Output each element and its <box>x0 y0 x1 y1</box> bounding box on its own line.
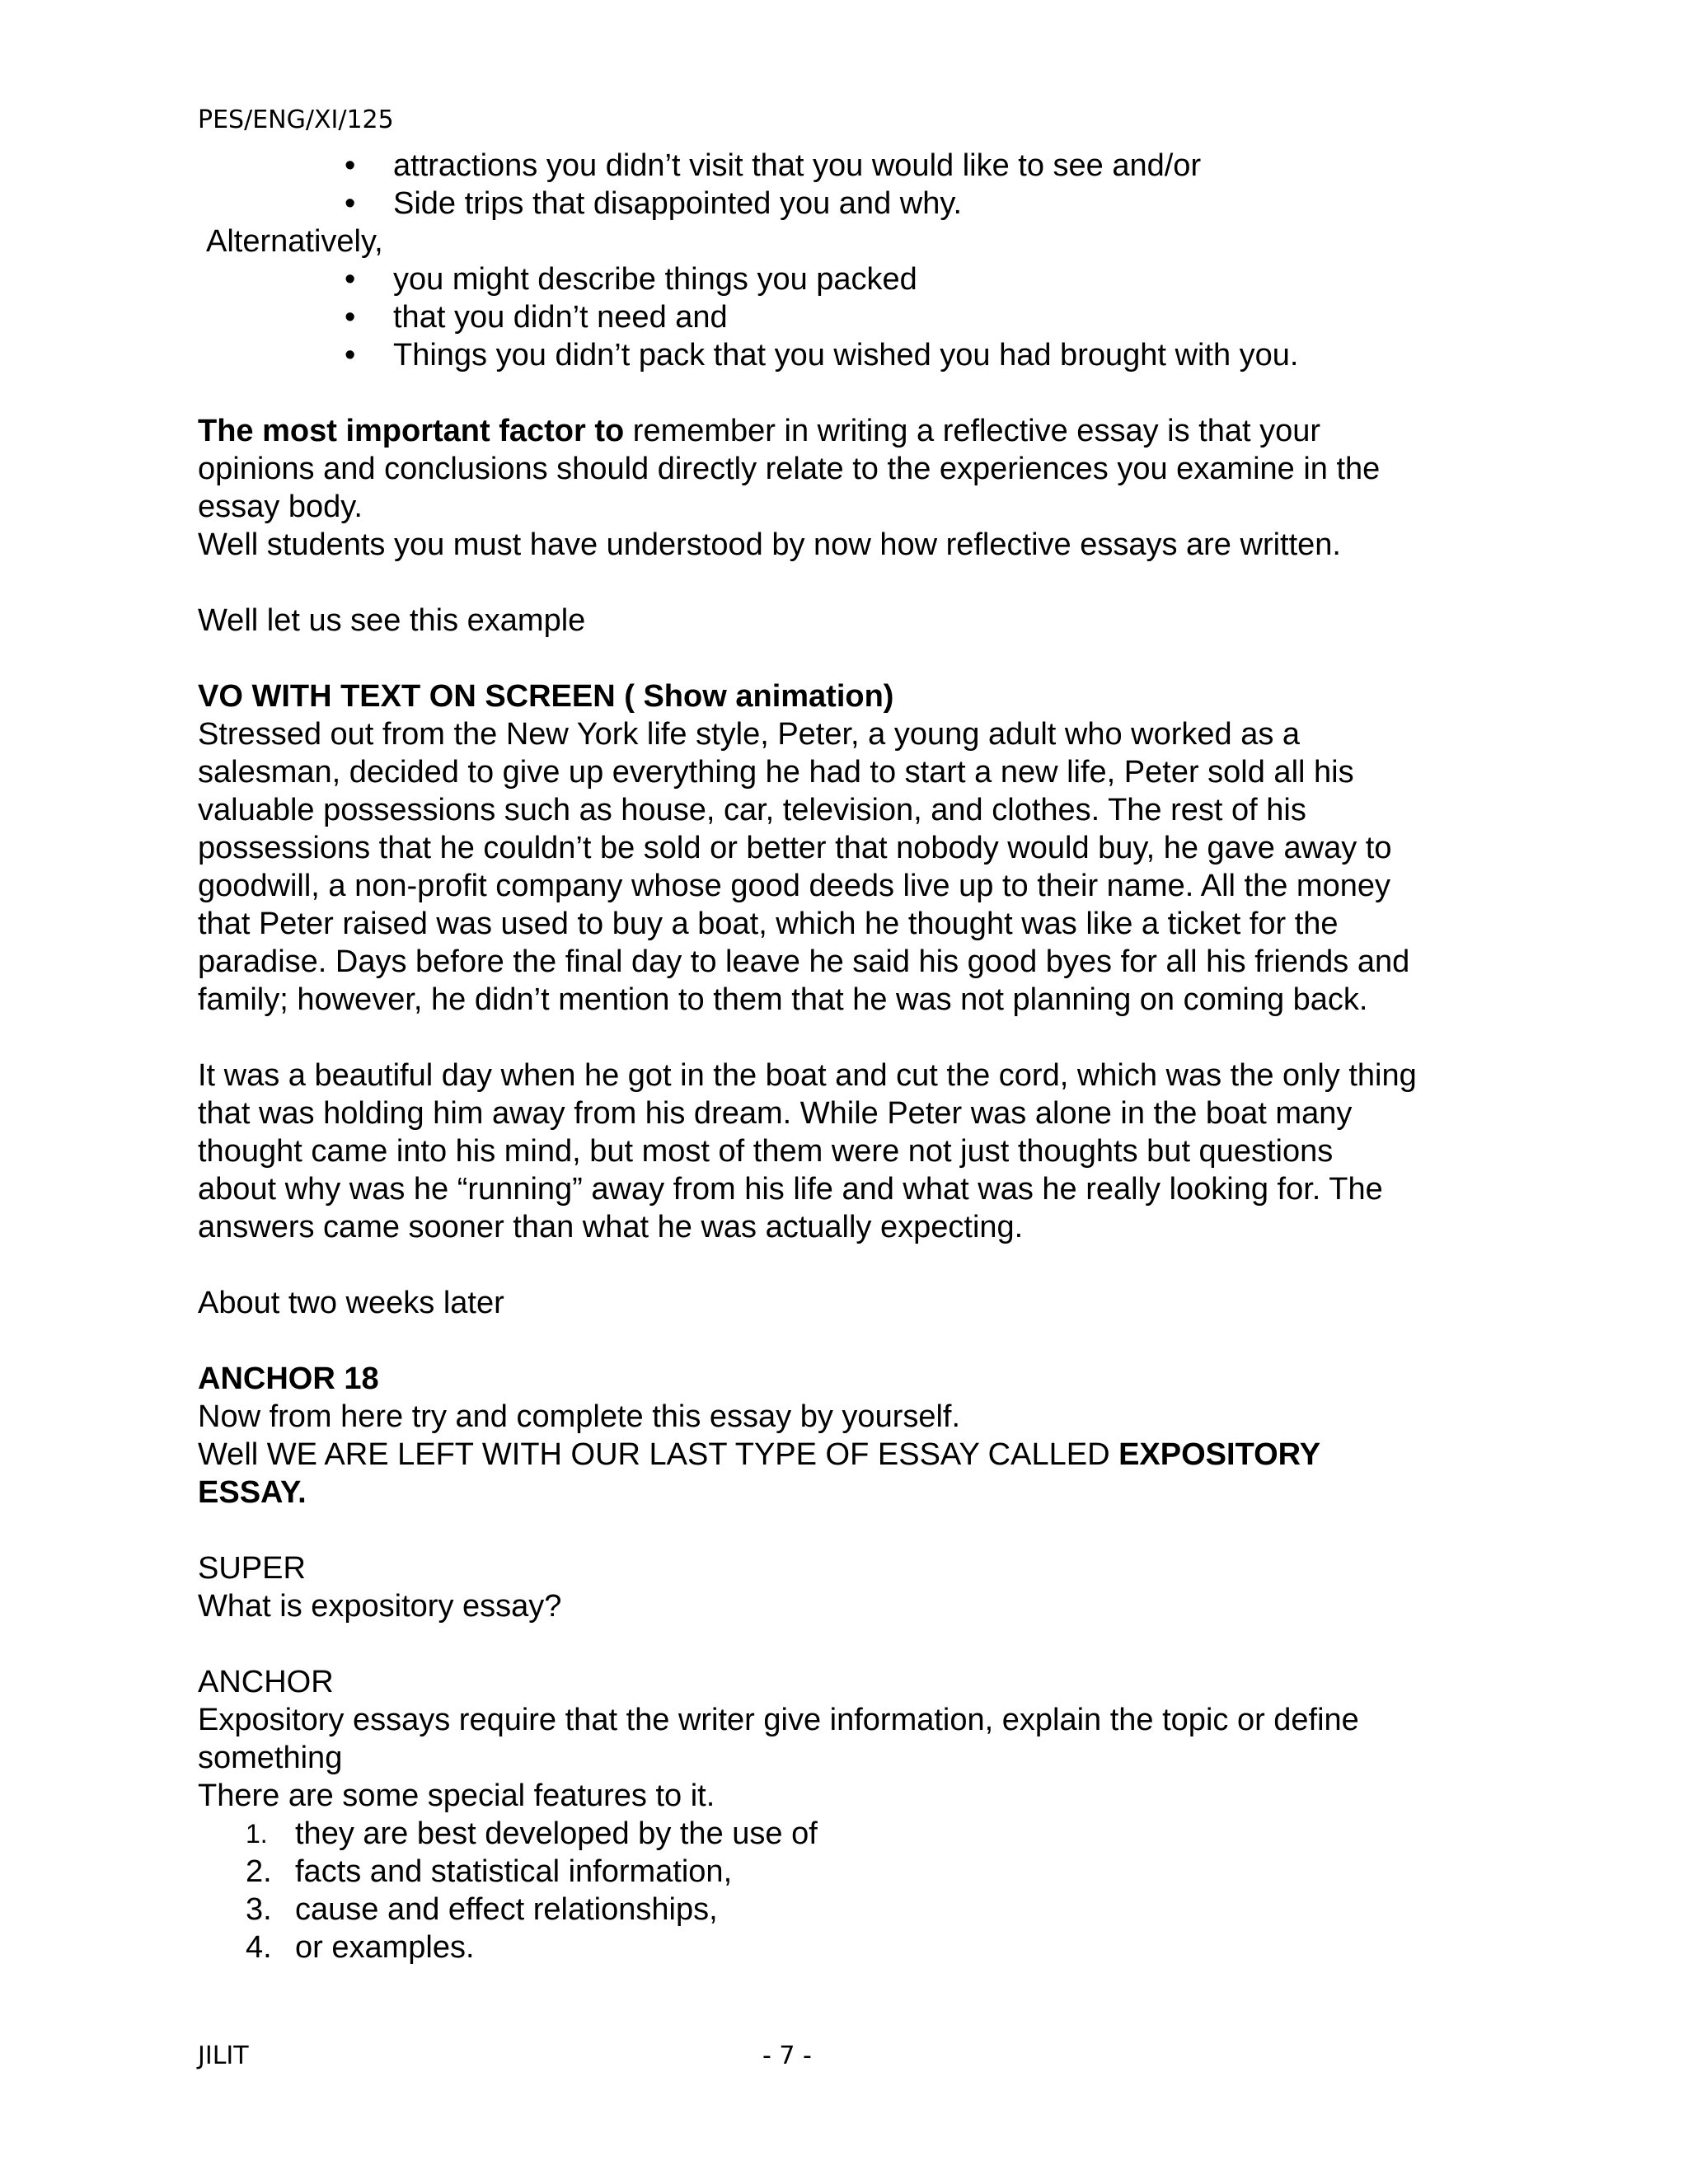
alternatively-label: Alternatively, <box>206 224 383 259</box>
bullet-item: • Things you didn’t pack that you wished you had brought with you. <box>198 336 1500 374</box>
document-code: PES/ENG/XI/125 <box>198 105 394 134</box>
list-item-number: 3. <box>246 1892 272 1927</box>
list-item-text: they are best developed by the use of <box>295 1816 818 1851</box>
story-line: family; however, he didn’t mention to them that he was not planning on coming back. <box>198 982 1368 1017</box>
story-line: goodwill, a non-profit company whose good deeds live up to their name. All the money <box>198 869 1390 903</box>
features-list <box>198 1815 1500 1966</box>
anchor-line-2: something <box>198 1741 343 1775</box>
page-content <box>198 147 1500 1966</box>
story-line: about why was he “running” away from his life and what was he really looking for. The <box>198 1172 1383 1207</box>
list-item <box>198 1891 1500 1929</box>
bullet-item: • Side trips that disappointed you and why. <box>198 185 1500 223</box>
two-weeks-later: About two weeks later <box>198 1286 504 1320</box>
vo-heading: VO WITH TEXT ON SCREEN ( Show animation) <box>198 679 894 714</box>
story-paragraph-2 <box>198 1057 1500 1246</box>
super-question: What is expository essay? <box>198 1589 562 1624</box>
anchor-18-heading: ANCHOR 18 <box>198 1361 379 1396</box>
factor-line-2: opinions and conclusions should directly relate to the experiences you examine in the <box>198 452 1381 486</box>
page-number: - 7 - <box>762 2041 812 2070</box>
bullet-item: • that you didn’t need and <box>198 298 1500 336</box>
list-item <box>198 1815 1500 1853</box>
example-intro: Well let us see this example <box>198 603 586 638</box>
super-label: SUPER <box>198 1551 306 1586</box>
story-line: answers came sooner than what he was actually expecting. <box>198 1210 1024 1244</box>
anchor-18-line-2 <box>198 1436 1500 1474</box>
factor-line-4: Well students you must have understood by now how reflective essays are written. <box>198 527 1341 562</box>
footer-left-text: JILIT <box>198 2041 249 2070</box>
story-line: valuable possessions such as house, car, television, and clothes. The rest of his <box>198 793 1306 827</box>
story-line: that was holding him away from his dream. While Peter was alone in the boat many <box>198 1096 1353 1131</box>
anchor-18-normal-text: Well WE ARE LEFT WITH OUR LAST TYPE OF ESSAY CALLED <box>198 1437 1119 1472</box>
list-item-number: 1. <box>246 1819 268 1849</box>
list-item <box>198 1853 1500 1891</box>
list-item-text: cause and effect relationships, <box>295 1892 718 1927</box>
bullet-item: • you might describe things you packed <box>198 260 1500 298</box>
story-line: that Peter raised was used to buy a boat, which he thought was like a ticket for the <box>198 907 1339 941</box>
anchor-18-line-3: ESSAY. <box>198 1475 307 1510</box>
factor-line-3: essay body. <box>198 490 363 524</box>
list-item-text: or examples. <box>295 1930 475 1965</box>
story-paragraph-1 <box>198 715 1500 1019</box>
anchor-line-1: Expository essays require that the writer give information, explain the topic or define <box>198 1703 1359 1737</box>
list-item <box>198 1929 1500 1966</box>
story-line: It was a beautiful day when he got in the boat and cut the cord, which was the only thing <box>198 1058 1417 1093</box>
story-line: thought came into his mind, but most of them were not just thoughts but questions <box>198 1134 1334 1169</box>
story-line: Stressed out from the New York life style, Peter, a young adult who worked as a <box>198 717 1301 752</box>
bullet-item: • attractions you didn’t visit that you would like to see and/or <box>198 147 1500 185</box>
list-item-number: 4. <box>246 1930 272 1965</box>
list-item-text: facts and statistical information, <box>295 1854 733 1889</box>
anchor-label: ANCHOR <box>198 1665 334 1699</box>
factor-bold-text: The most important factor to <box>198 414 625 448</box>
anchor-18-bold-text: EXPOSITORY <box>1118 1437 1321 1472</box>
list-item-number: 2. <box>246 1854 272 1889</box>
story-line: possessions that he couldn’t be sold or better that nobody would buy, he gave away to <box>198 831 1392 865</box>
story-line: paradise. Days before the final day to leave he said his good byes for all his friends and <box>198 944 1410 979</box>
anchor-18-line-1: Now from here try and complete this essay by yourself. <box>198 1399 961 1434</box>
factor-rest-text: remember in writing a reflective essay is that your <box>624 414 1320 448</box>
factor-line-1 <box>198 412 1500 450</box>
story-line: salesman, decided to give up everything he had to start a new life, Peter sold all his <box>198 755 1354 790</box>
anchor-line-3: There are some special features to it. <box>198 1779 715 1813</box>
